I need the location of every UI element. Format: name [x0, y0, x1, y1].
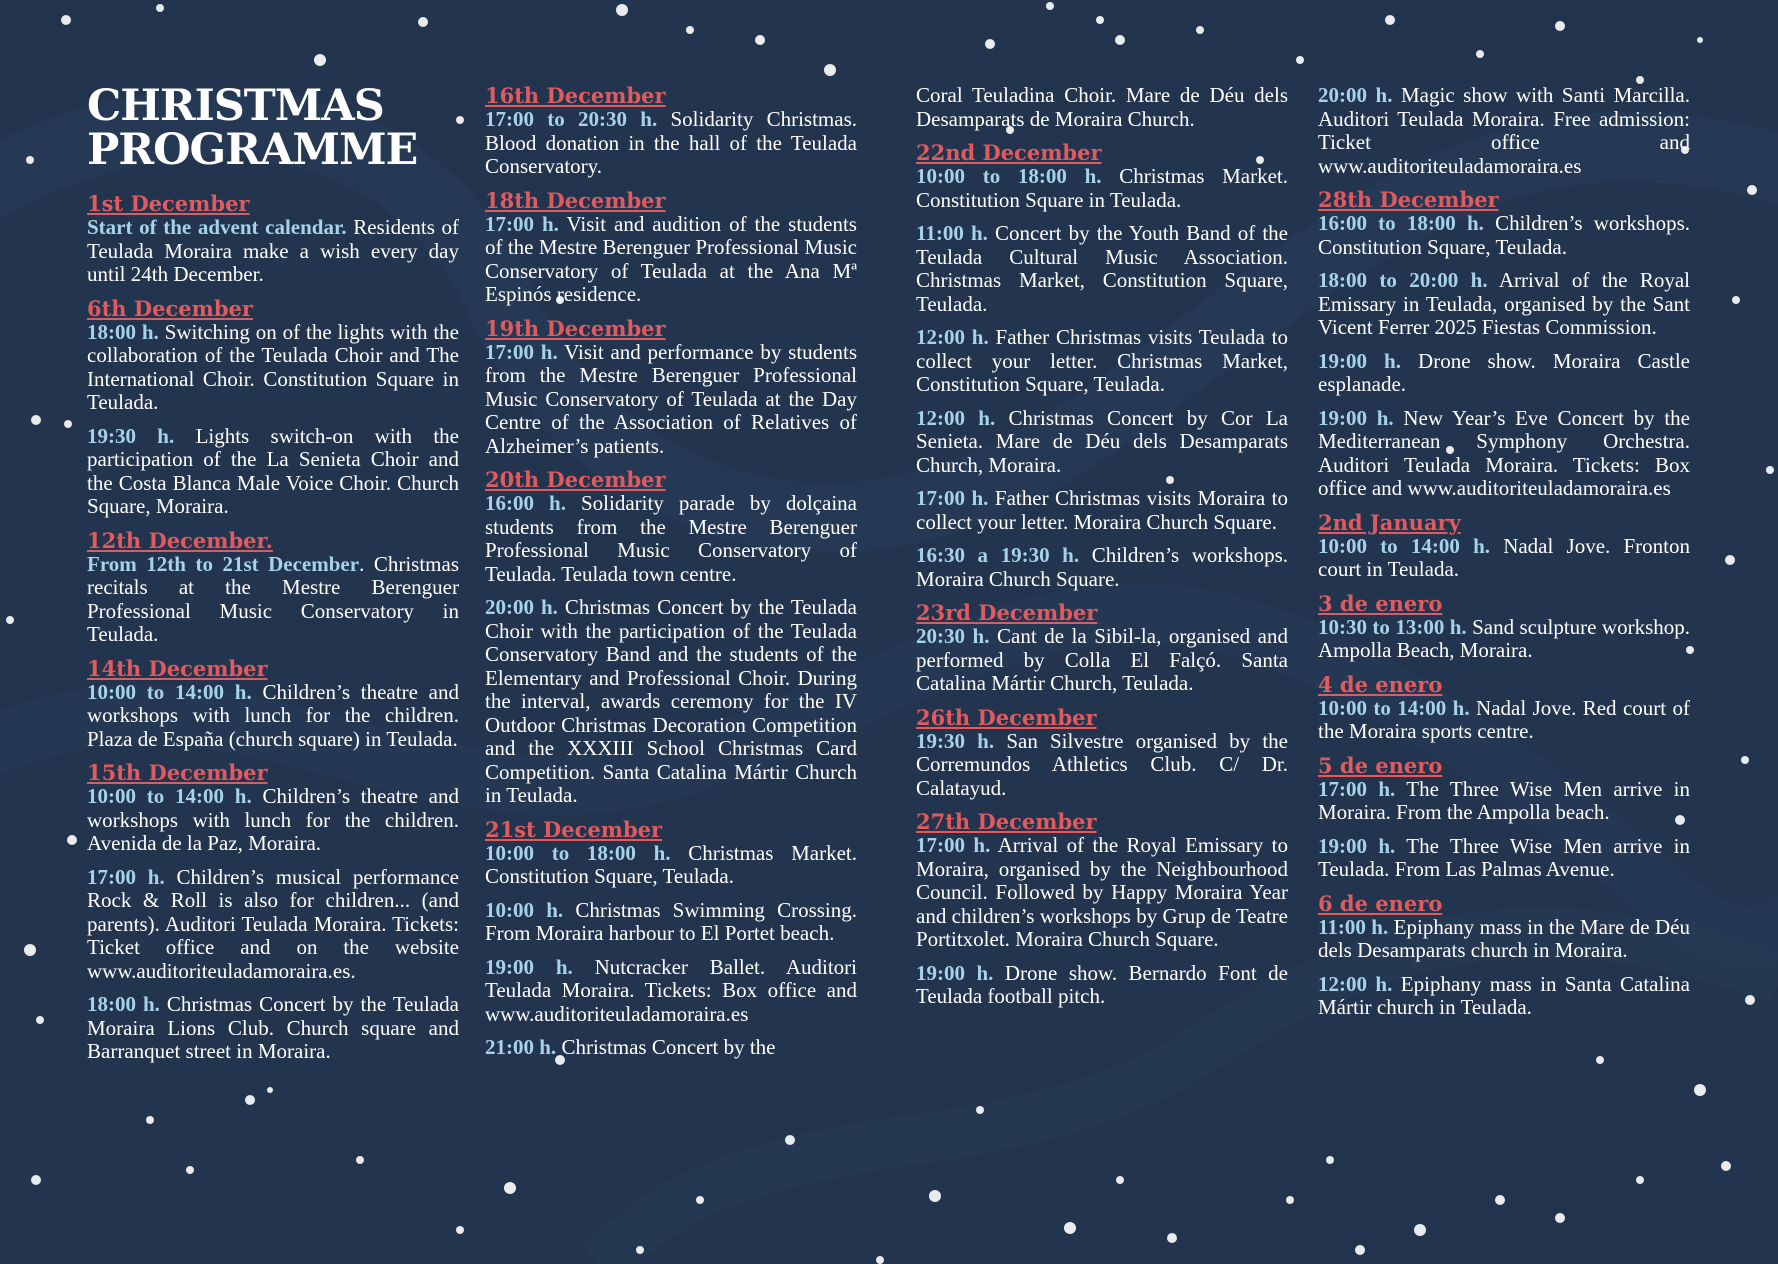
event-entry: [916, 222, 1288, 316]
event-time: From 12th to 21st December: [87, 551, 360, 576]
day-section: [1318, 84, 1690, 178]
snowflake: [64, 420, 72, 428]
snowflake: [146, 1116, 154, 1124]
snowflake: [616, 4, 628, 16]
event-description: Nadal Jove. Red court of the Moraira sports centre.: [1318, 695, 1690, 743]
event-description: Children’s musical performance Rock & Roll is also for children... (and parents). Auditori Teulada Moraira. Tickets: Ticket office and on the website www.auditoriteuladamoraira.es.: [87, 864, 459, 983]
snowflake: [418, 17, 428, 27]
event-time: 20:00 h.: [1318, 83, 1393, 107]
column-2: [485, 84, 857, 1070]
event-entry: [916, 326, 1288, 397]
snowflake: [1697, 37, 1703, 43]
day-section: [485, 189, 857, 307]
event-entry: [916, 834, 1288, 952]
day-section: [1318, 892, 1690, 1020]
event-entry: [916, 730, 1288, 801]
event-description: Concert by the Youth Band of the Teulada Cultural Music Association. Christmas Market, Constitution Square, Teulada.: [916, 221, 1288, 316]
event-description: Christmas Market. Constitution Square in Teulada.: [916, 164, 1288, 212]
event-time: 17:00 h.: [1318, 776, 1396, 801]
event-time: 19:00 h.: [1318, 405, 1394, 430]
event-entry: [1318, 269, 1690, 340]
event-entry: [87, 321, 459, 415]
event-time: 10:00 to 14:00 h.: [1318, 533, 1490, 558]
day-heading: 27th December: [916, 809, 1097, 834]
snowflake: [186, 1166, 194, 1174]
day-section: [485, 468, 857, 808]
day-heading: 22nd December: [916, 140, 1102, 165]
event-time: 17:00 h.: [916, 833, 991, 857]
event-description: Epiphany mass in the Mare de Déu dels Desamparats church in Moraira.: [1318, 914, 1690, 962]
event-entry: [916, 487, 1288, 534]
event-time: 17:00 h.: [916, 486, 989, 510]
event-time: 12:00 h.: [916, 325, 989, 349]
event-entry: [1318, 407, 1690, 501]
day-section: [485, 317, 857, 459]
event-time: 10:00 to 18:00 h.: [916, 164, 1102, 188]
day-heading: 6th December: [87, 295, 253, 321]
event-time: 17:00 h.: [485, 211, 559, 236]
snowflake: [1064, 1222, 1076, 1234]
continued-event: Coral Teuladina Choir. Mare de Déu dels Desamparats de Moraira Church.: [916, 83, 1288, 131]
event-entry: [87, 553, 459, 647]
column-4: [1318, 84, 1690, 1030]
snowflake: [1555, 1213, 1565, 1223]
event-entry: [1318, 778, 1690, 825]
day-section: [1318, 754, 1690, 882]
event-time: 21:00 h.: [485, 1035, 557, 1059]
day-heading: 21st December: [485, 816, 663, 842]
event-entry: [1318, 973, 1690, 1020]
day-heading: 18th December: [485, 187, 666, 213]
event-entry: [485, 596, 857, 808]
event-time: 19:00 h.: [485, 954, 573, 979]
column-4-sections: [1318, 84, 1690, 1020]
snowflake: [1046, 2, 1054, 10]
event-description: Sand sculpture workshop. Ampolla Beach, Moraira.: [1318, 614, 1690, 662]
event-time: 11:00 h.: [1318, 914, 1389, 939]
event-entry: [916, 962, 1288, 1009]
snowflake: [1555, 21, 1565, 31]
day-section: [1318, 188, 1690, 501]
day-heading: 23rd December: [916, 600, 1098, 625]
event-description: Residents of Teulada Moraira make a wish every day until 24th December.: [87, 215, 460, 286]
snowflake: [686, 26, 694, 34]
snowflake: [245, 1095, 255, 1105]
event-time: 19:30 h.: [916, 728, 995, 753]
snowflake: [356, 1156, 364, 1164]
event-description: Lights switch-on with the participation of the La Senieta Choir and the Costa Blanca Male Voice Choir. Church Square, Moraira.: [87, 423, 459, 518]
event-entry: [1318, 916, 1690, 963]
event-entry: [1318, 697, 1690, 744]
event-time: 17:00 to 20:30 h.: [485, 107, 658, 131]
event-time: 16:00 h.: [485, 491, 566, 515]
snowflake: [1385, 15, 1395, 25]
snowflake: [1721, 1161, 1731, 1171]
event-description: Father Christmas visits Moraira to collect your letter. Moraira Church Square.: [916, 486, 1288, 534]
day-heading: 5 de enero: [1318, 752, 1443, 778]
snowflake: [61, 15, 71, 25]
column-3: [916, 84, 1288, 1019]
day-section: [1318, 511, 1690, 582]
day-section: [87, 192, 459, 287]
event-time: 16:30 a 19:30 h.: [916, 543, 1080, 567]
event-time: 19:00 h.: [1318, 833, 1396, 858]
event-time: 10:00 to 14:00 h.: [1318, 695, 1470, 720]
column-1-sections: [87, 192, 459, 1064]
event-entry: [916, 165, 1288, 212]
snowflake: [636, 1246, 644, 1254]
event-description: Epiphany mass in Santa Catalina Mártir church in Teulada.: [1318, 971, 1690, 1019]
event-description: Arrival of the Royal Emissary in Teulada, organised by the Sant Vicent Ferrer 2025 Fiestas Commission.: [1318, 268, 1690, 339]
snowflake: [31, 415, 41, 425]
day-heading: 1st December: [87, 191, 250, 216]
event-description: Arrival of the Royal Emissary to Moraira, organised by the Neighbourhood Council. Followed by Happy Moraira Year and children’s workshops by Grup de Teatre Portitxolet. Moraira Church Square.: [916, 833, 1288, 951]
snowflake: [24, 944, 36, 956]
day-heading: 28th December: [1318, 187, 1499, 212]
snowflake: [456, 1226, 464, 1234]
day-heading: 3 de enero: [1318, 590, 1443, 616]
event-description: Drone show. Bernardo Font de Teulada football pitch.: [916, 960, 1288, 1008]
event-description: Children’s workshops. Moraira Church Square.: [916, 543, 1289, 591]
event-time: 20:30 h.: [916, 624, 990, 648]
event-description: Nadal Jove. Fronton court in Teulada.: [1318, 533, 1690, 581]
event-entry: [87, 866, 459, 984]
event-description: Christmas Concert by Cor La Senieta. Mare de Déu dels Desamparats Church, Moraira.: [916, 405, 1288, 477]
event-entry: [1318, 350, 1690, 397]
snowflake: [504, 1182, 516, 1194]
event-entry: [1318, 616, 1690, 663]
snowflake: [785, 1135, 795, 1145]
day-heading: 14th December: [87, 655, 268, 681]
snowflake: [929, 1190, 941, 1202]
event-entry: [1318, 212, 1690, 259]
event-description: The Three Wise Men arrive in Moraira. From the Ampolla beach.: [1318, 776, 1690, 824]
event-entry: [916, 407, 1288, 478]
event-description: Christmas Swimming Crossing. From Moraira harbour to El Portet beach.: [485, 897, 857, 945]
event-time: 11:00 h.: [916, 221, 988, 245]
event-entry: [485, 492, 857, 586]
event-description: Solidarity Christmas. Blood donation in the hall of the Teulada Conservatory.: [485, 107, 857, 178]
column-3-sections: [916, 141, 1288, 1009]
event-time: 18:00 h.: [87, 319, 159, 344]
day-heading: 20th December: [485, 467, 666, 492]
snowflake: [1355, 1245, 1365, 1255]
event-entry: [485, 108, 857, 179]
snowflake: [67, 835, 77, 845]
day-heading: 26th December: [916, 704, 1097, 730]
event-entry: [87, 216, 459, 287]
column-1: [87, 81, 460, 1074]
snowflake: [1196, 26, 1204, 34]
day-section: [916, 810, 1288, 1009]
snowflake: [1495, 1195, 1505, 1205]
snowflake: [26, 156, 34, 164]
day-heading: 6 de enero: [1318, 890, 1443, 916]
event-description: Visit and audition of the students of the Mestre Berenguer Professional Music Conservatory of Teulada at the Ana Mª Espinós residence.: [485, 211, 857, 306]
event-description: . Christmas recitals at the Mestre Berenguer Professional Music Conservatory in Teulada.: [87, 551, 459, 646]
snowflake: [1747, 185, 1757, 195]
snowflake: [876, 1256, 884, 1264]
snowflake: [696, 1196, 704, 1204]
snowflake: [1732, 296, 1740, 304]
event-description: Solidarity parade by dolçaina students from the Mestre Berenguer Professional Music Conservatory of Teulada. Teulada town centre.: [485, 491, 857, 586]
snowflake: [1167, 1233, 1177, 1243]
event-description: San Silvestre organised by the Corremundos Athletics Club. C/ Dr. Calatayud.: [916, 728, 1288, 800]
snowflake: [976, 1106, 984, 1114]
snowflake: [1414, 1224, 1426, 1236]
snowflake: [1476, 50, 1484, 58]
event-description: Christmas Market. Constitution Square, Teulada.: [485, 840, 857, 888]
event-description: Children’s theatre and workshops with lunch for the children. Avenida de la Paz, Moraira.: [87, 784, 459, 855]
event-time: 18:00 h.: [87, 992, 160, 1016]
day-section: [916, 706, 1288, 801]
event-description: Christmas Concert by the: [556, 1035, 776, 1059]
day-heading: 15th December: [87, 760, 268, 785]
event-description: Children’s workshops. Constitution Square, Teulada.: [1318, 211, 1690, 259]
event-description: Switching on of the lights with the collaboration of the Teulada Choir and The International Choir. Constitution Square in Teulada.: [87, 319, 459, 414]
day-heading: 2nd January: [1318, 509, 1461, 535]
event-entry: [485, 842, 857, 889]
day-section: [916, 601, 1288, 696]
column-2-sections: [485, 84, 857, 1060]
day-section: [87, 529, 459, 647]
event-time: 10:00 to 14:00 h.: [87, 679, 252, 704]
event-time: 19:00 h.: [916, 960, 994, 985]
event-description: Cant de la Sibil-la, organised and performed by Colla El Falçó. Santa Catalina Mártir Church, Teulada.: [916, 624, 1288, 695]
day-heading: 16th December: [485, 83, 666, 108]
event-time: 10:00 h.: [485, 897, 564, 922]
snowflake: [1741, 756, 1749, 764]
day-section: [1318, 673, 1690, 744]
snowflake: [1766, 466, 1774, 474]
snowflake: [1296, 56, 1304, 64]
event-entry: [916, 625, 1288, 696]
snowflake: [824, 64, 836, 76]
snowflake: [314, 54, 326, 66]
event-description: Christmas Concert by the Teulada Choir with the participation of the Teulada Conservatory Band and the students of the Elementary and Professional Choir. During the interval, awards ceremony for the IV Outdoor Christmas Decoration Competition and the XXXIII School Christmas Card Competition. Santa Catalina Mártir Church in Teulada.: [485, 595, 857, 807]
snowflake: [1326, 1156, 1334, 1164]
event-entry: [485, 899, 857, 946]
snowflake: [1115, 35, 1125, 45]
snowflake: [1596, 1056, 1604, 1064]
snowflake: [6, 616, 14, 624]
event-time: 19:30 h.: [87, 423, 175, 448]
event-description: Nutcracker Ballet. Auditori Teulada Moraira. Tickets: Box office and www.auditoriteuladamoraira.es: [485, 954, 857, 1026]
event-entry: [485, 956, 857, 1027]
event-time: 10:00 to 14:00 h.: [87, 784, 252, 808]
event-entry: [485, 1036, 857, 1060]
event-description: Father Christmas visits Teulada to collect your letter. Christmas Market, Constitution Square, Teulada.: [916, 325, 1288, 396]
event-entry: [1318, 84, 1690, 178]
event-time: 10:30 to 13:00 h.: [1318, 614, 1467, 639]
event-entry: [916, 544, 1288, 591]
event-time: Start of the advent calendar.: [87, 215, 347, 239]
day-section: [485, 84, 857, 179]
snowflake: [1725, 555, 1735, 565]
snowflake: [31, 1175, 41, 1185]
day-section: [87, 761, 459, 1064]
event-time: 16:00 to 18:00 h.: [1318, 211, 1484, 235]
event-entry: [87, 785, 459, 856]
snowflake: [755, 35, 765, 45]
snowflake: [1745, 995, 1755, 1005]
event-entry: [87, 681, 459, 752]
event-entry: [485, 213, 857, 307]
event-time: 12:00 h.: [916, 405, 996, 430]
day-heading: 4 de enero: [1318, 671, 1443, 697]
snowflake: [267, 1087, 273, 1093]
snowflake: [1116, 1176, 1124, 1184]
event-time: 17:00 h.: [485, 339, 558, 364]
event-entry: [485, 341, 857, 459]
day-section: [1318, 592, 1690, 663]
event-description: Magic show with Santi Marcilla. Auditori Teulada Moraira. Free admission: Ticket office and www.auditoriteuladamoraira.es: [1318, 83, 1690, 178]
event-description: Drone show. Moraira Castle esplanade.: [1318, 348, 1690, 396]
day-section: [87, 297, 459, 519]
snowflake: [1286, 1196, 1294, 1204]
event-entry: [1318, 835, 1690, 882]
event-description: Visit and performance by students from the Mestre Berenguer Professional Music Conservatory of Teulada at the Day Centre of the Association of Relatives of Alzheimer’s patients.: [485, 339, 857, 458]
snowflake: [985, 39, 995, 49]
day-heading: 19th December: [485, 315, 666, 341]
event-entry: [1318, 535, 1690, 582]
event-description: New Year’s Eve Concert by the Mediterranean Symphony Orchestra. Auditori Teulada Moraira. Tickets: Box office and www.auditoriteuladamoraira.es: [1318, 405, 1690, 500]
programme-title: CHRISTMAS PROGRAMME: [87, 81, 418, 175]
snowflake: [1636, 1176, 1644, 1184]
snowflake: [1096, 16, 1104, 24]
event-time: 10:00 to 18:00 h.: [485, 840, 671, 865]
day-section: [485, 818, 857, 1060]
day-section: [87, 657, 459, 752]
event-entry: [87, 993, 459, 1064]
event-time: 20:00 h.: [485, 595, 558, 619]
snowflake: [1694, 1084, 1706, 1096]
event-description: The Three Wise Men arrive in Teulada. From Las Palmas Avenue.: [1318, 833, 1690, 881]
event-time: 17:00 h.: [87, 864, 165, 889]
event-time: 18:00 to 20:00 h.: [1318, 268, 1488, 292]
event-description: Christmas Concert by the Teulada Moraira Lions Club. Church square and Barranquet street in Moraira.: [87, 992, 459, 1063]
event-time: 12:00 h.: [1318, 971, 1393, 996]
snowflake: [36, 1016, 44, 1024]
event-entry: [87, 425, 459, 519]
event-time: 19:00 h.: [1318, 348, 1401, 373]
event-description: Children’s theatre and workshops with lunch for the children. Plaza de España (church square) in Teulada.: [87, 679, 459, 751]
day-heading: 12th December.: [87, 527, 273, 553]
day-section: [916, 141, 1288, 591]
snowflake: [156, 4, 164, 12]
